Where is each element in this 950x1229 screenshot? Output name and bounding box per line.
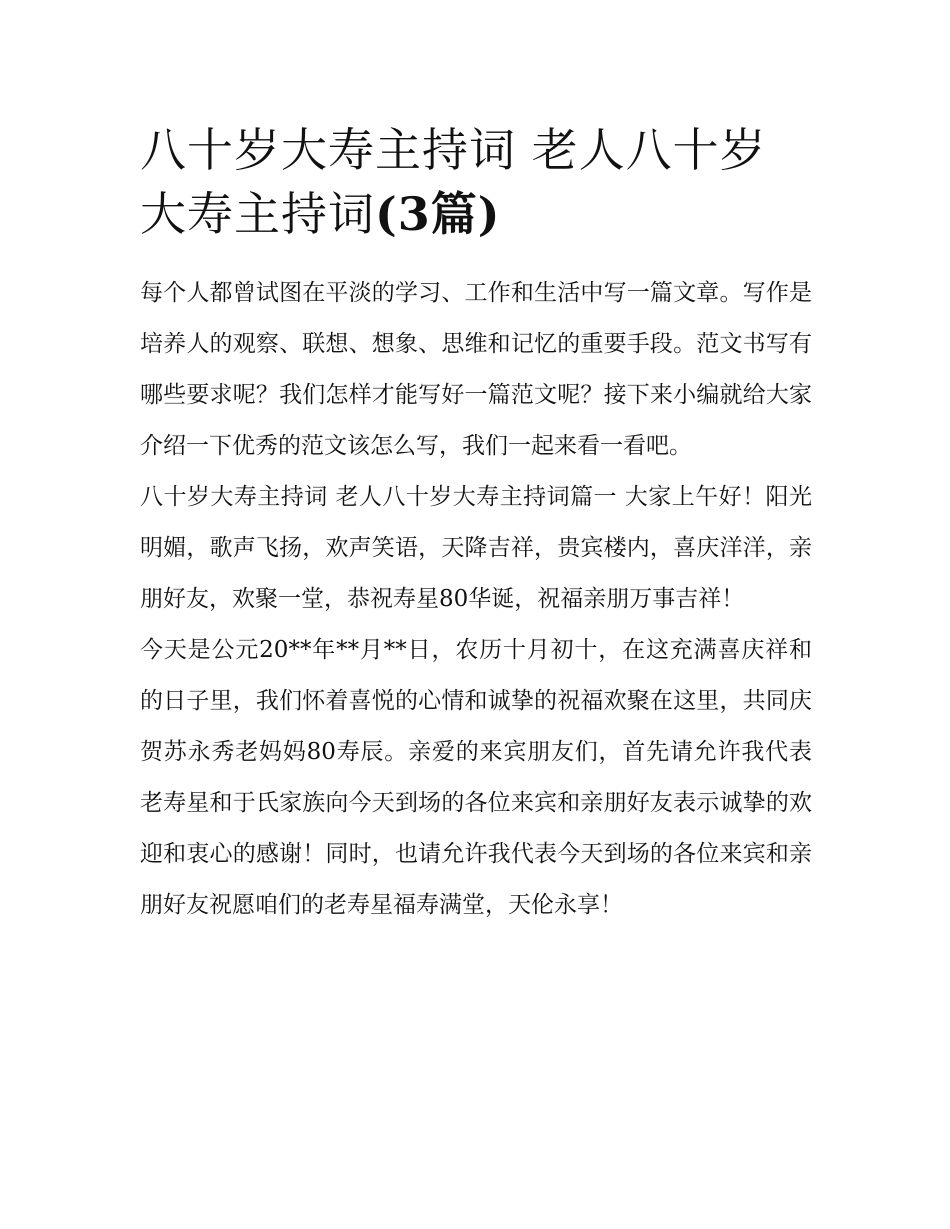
document-title (140, 118, 812, 246)
paragraph-intro: 每个人都曾试图在平淡的学习、工作和生活中写一篇文章。写作是培养人的观察、联想、想象、思维和记忆的重要手段。范文书写有哪些要求呢？我们怎样才能写好一篇范文呢？接下来小编就给大家介绍一下优秀的范文该怎么写，我们一起来看一看吧。 (140, 280, 812, 459)
paragraph-greeting: 八十岁大寿主持词 老人八十岁大寿主持词篇一 大家上午好！阳光明媚，歌声飞扬，欢声笑语，天降吉祥，贵宾楼内，喜庆洋洋，亲朋好友，欢聚一堂，恭祝寿星80华诞，祝福亲朋万事吉祥！ (140, 484, 812, 612)
document-title-suffix: (3篇) (375, 187, 501, 241)
document-title-main: 八十岁大寿主持词 老人八十岁大寿主持词 (140, 123, 767, 241)
document-body (140, 118, 812, 931)
paragraph-opening: 今天是公元20**年**月**日，农历十月初十，在这充满喜庆祥和的日子里，我们怀着喜悦的心情和诚挚的祝福欢聚在这里，共同庆贺苏永秀老妈妈80寿辰。亲爱的来宾朋友们，首先请允许我代表老寿星和于氏家族向今天到场的各位来宾和亲朋好友表示诚挚的欢迎和衷心的感谢！同时，也请允许我代表今天到场的各位来宾和亲朋好友祝愿咱们的老寿星福寿满堂，天伦永享！ (140, 637, 812, 918)
